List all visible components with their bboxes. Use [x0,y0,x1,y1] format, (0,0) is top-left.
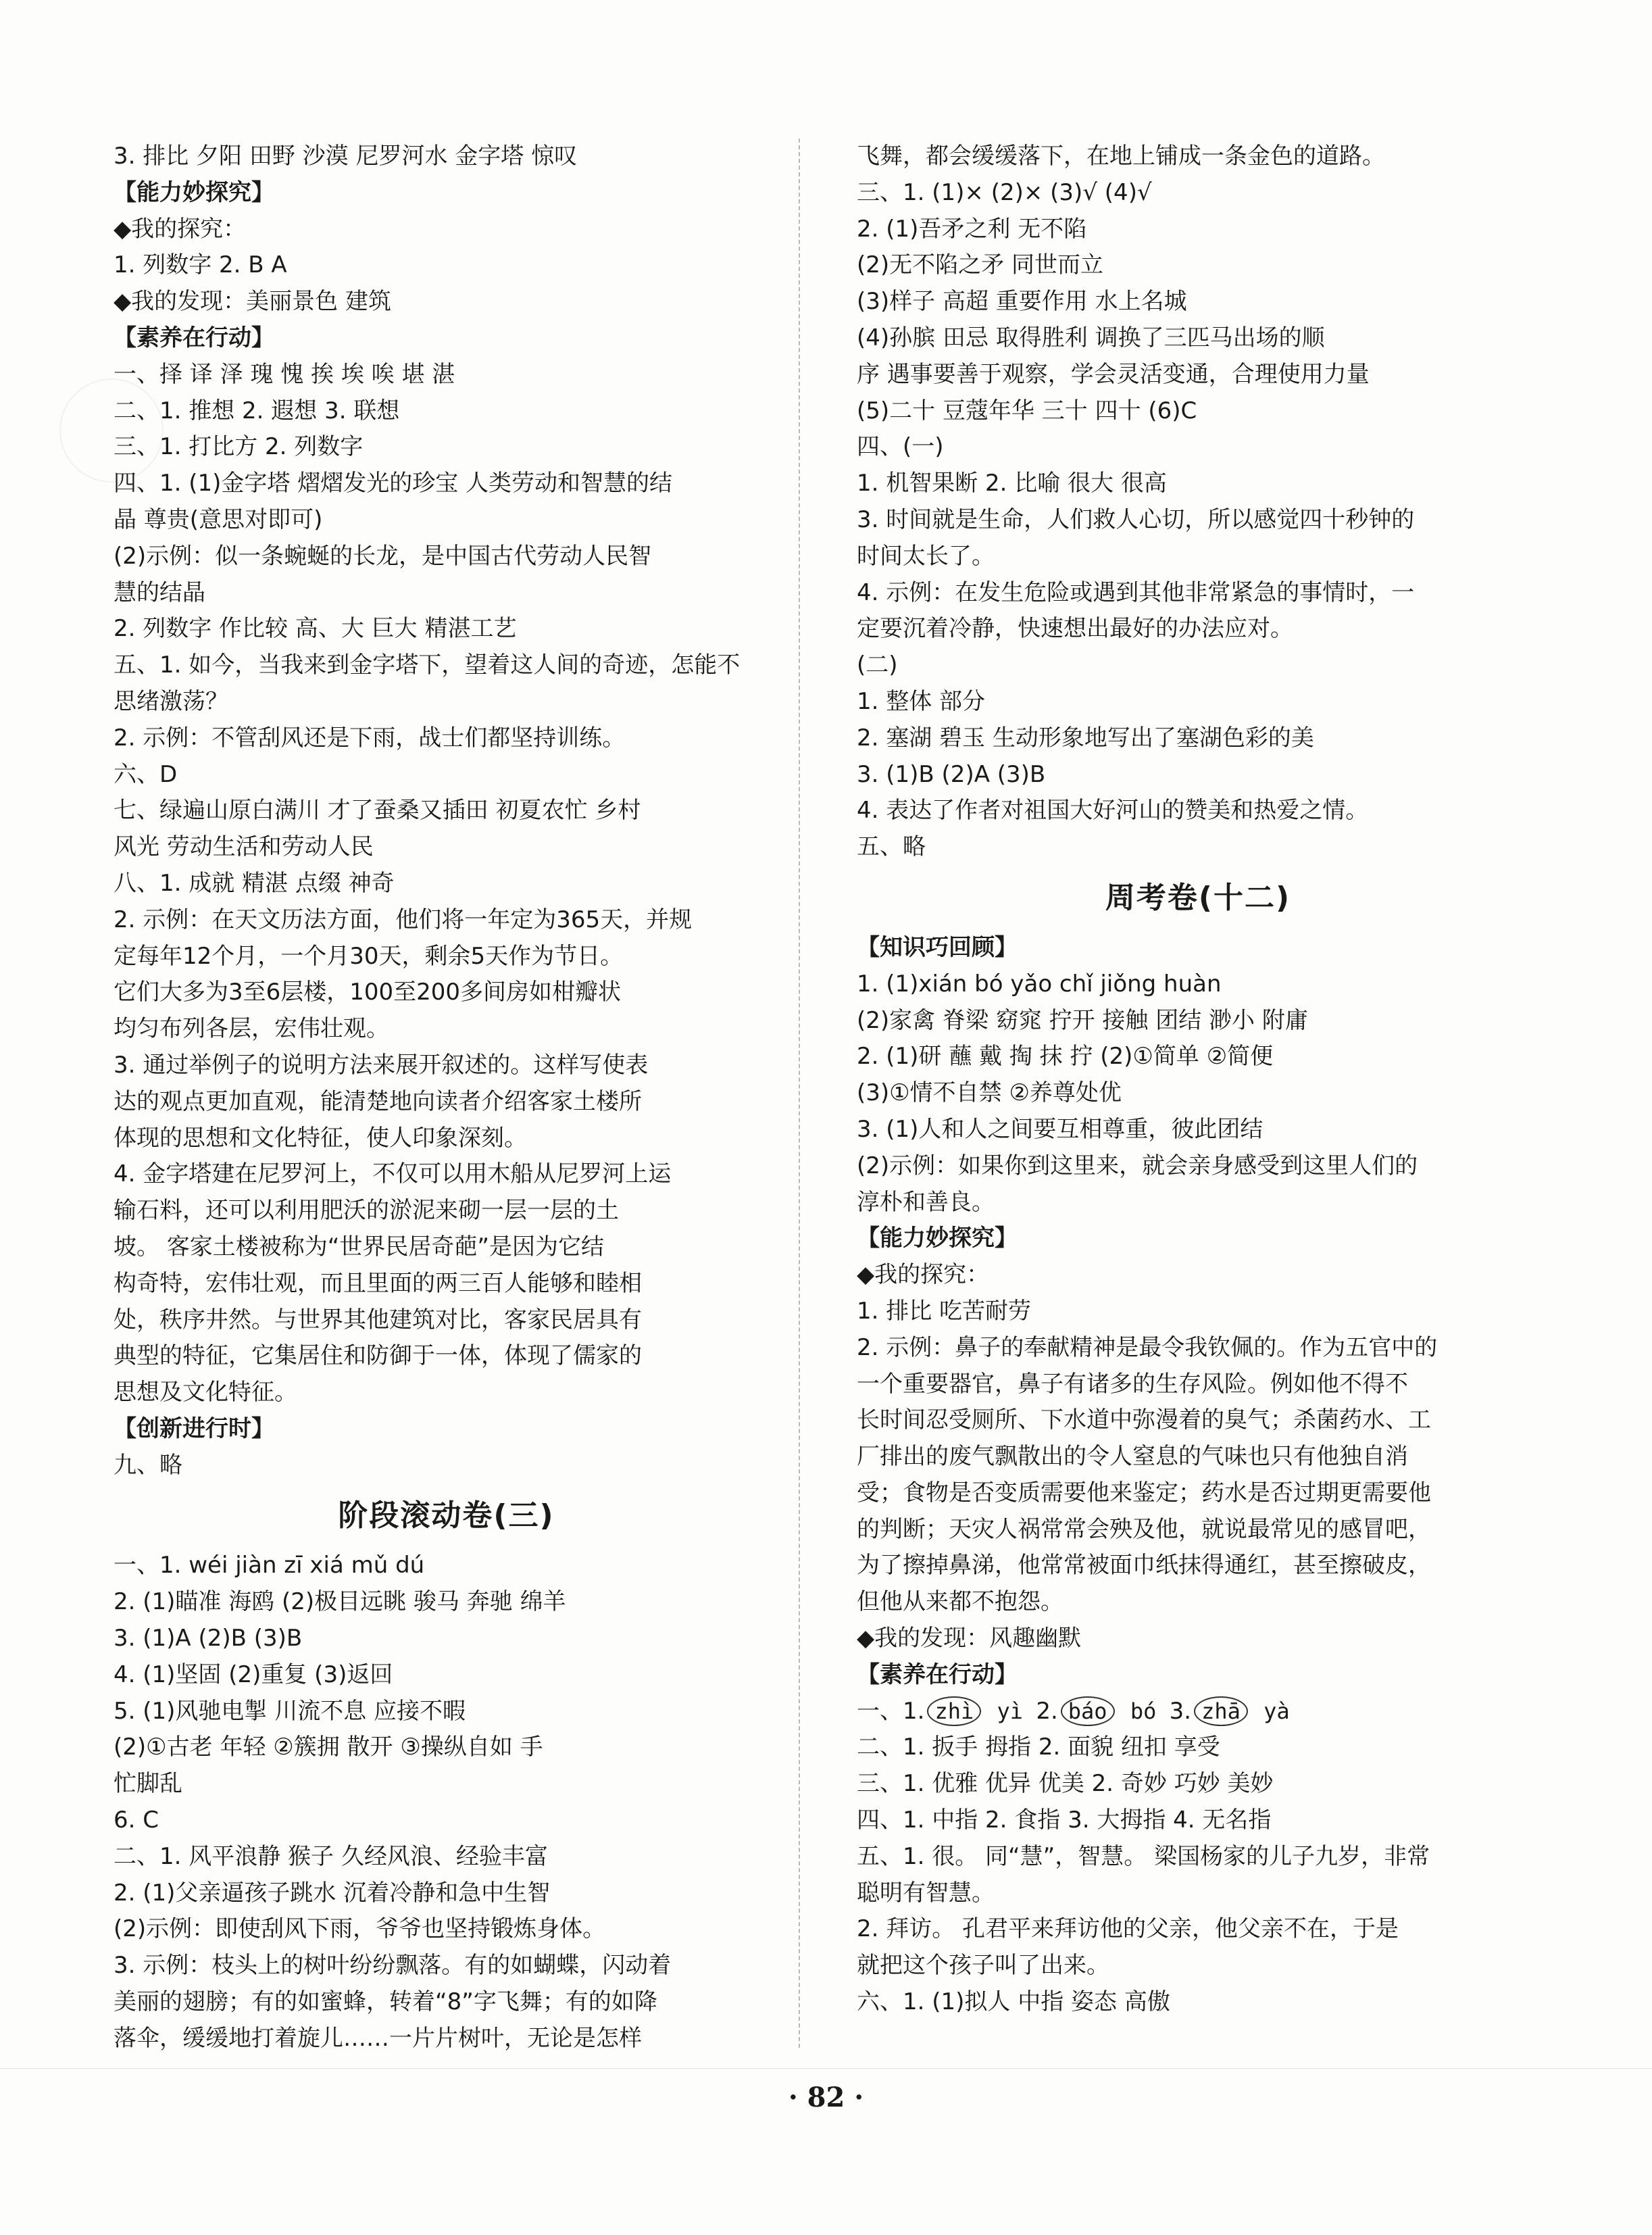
answer-line: 思想及文化特征。 [114,1379,297,1406]
answer-line: (2)示例：似一条蜿蜒的长龙，是中国古代劳动人民智 [114,542,652,570]
answer-line: 1. (1)xián bó yǎo chǐ jiǒng huàn [857,970,1222,998]
section-heading: 【素养在行动】 [114,324,274,351]
answer-line: 二、1. 风平浪静 猴子 久经风浪、经验丰富 [114,1842,548,1870]
answer-line: 2. 示例：鼻子的奉献精神是最令我钦佩的。作为五官中的 [857,1333,1438,1361]
answer-line: 风光 劳动生活和劳动人民 [114,833,374,861]
answer-line: (2)家禽 脊梁 窈窕 拧开 接触 团结 渺小 附庸 [857,1006,1308,1034]
answer-line: 就把这个孩子叫了出来。 [857,1952,1109,1980]
answer-line: (二) [857,652,898,679]
answer-line: 4. 示例：在发生危险或遇到其他非常紧急的事情时，一 [857,579,1415,606]
section-heading: 【知识巧回顾】 [857,933,1018,961]
answer-line: (5)二十 豆蔻年华 三十 四十 (6)C [857,397,1197,424]
answer-line: 落伞，缓缓地打着旋儿……一片片树叶，无论是怎样 [114,2024,642,2052]
answer-line: 的判断；天灾人祸常常会殃及他，就说最常见的感冒吧， [857,1515,1431,1543]
answer-line: 三、1. 优雅 优异 优美 2. 奇妙 巧妙 美妙 [857,1770,1274,1798]
answer-line: 五、略 [857,833,926,861]
answer-line: 坡。 客家土楼被称为“世界民居奇葩”是因为它结 [114,1233,605,1260]
page-number: · 82 · [788,2082,864,2113]
circled-pinyin: zhā [1194,1696,1248,1726]
answer-line: 1. 列数字 2. B A [114,251,287,279]
answer-line: 4. 表达了作者对祖国大好河山的赞美和热爱之情。 [857,797,1369,825]
answer-line: 聪明有智慧。 [857,1879,995,1907]
answer-line: 构奇特，宏伟壮观，而且里面的两三百人能够和睦相 [114,1269,642,1297]
answer-line: 1. 排比 吃苦耐劳 [857,1297,1032,1325]
answer-line: 6. C [114,1807,159,1834]
answer-line: 一个重要器官，鼻子有诸多的生存风险。例如他不得不 [857,1370,1408,1398]
answer-line: 体现的思想和文化特征，使人印象深刻。 [114,1124,527,1152]
answer-line: 3. (1)人和人之间要互相尊重，彼此团结 [857,1115,1263,1143]
answer-line: 一、1. wéi jiàn zī xiá mǔ dú [114,1552,425,1579]
right-column [857,139,1539,2021]
answer-line: ◆我的探究： [114,215,247,243]
answer-line: 3. 时间就是生命，人们救人心切，所以感觉四十秒钟的 [857,506,1415,533]
answer-line: 为了擦掉鼻涕，他常常被面巾纸抹得通红，甚至擦破皮， [857,1552,1431,1579]
answer-line: 三、1. 打比方 2. 列数字 [114,433,364,461]
answer-line: 3. 排比 夕阳 田野 沙漠 尼罗河水 金字塔 惊叹 [114,143,578,170]
answer-line: 忙脚乱 [114,1770,182,1798]
answer-line: 2. 列数字 作比较 高、大 巨大 精湛工艺 [114,615,517,643]
answer-line: 序 遇事要善于观察，学会灵活变通，合理使用力量 [857,360,1370,388]
answer-line: 美丽的翅膀；有的如蜜蜂，转着“8”字飞舞；有的如降 [114,1988,657,2016]
answer-line: 达的观点更加直观，能清楚地向读者介绍客家土楼所 [114,1087,642,1115]
column-divider [799,139,800,2048]
answer-line: 2. 示例：在天文历法方面，他们将一年定为365天，并规 [114,906,693,933]
item-number: 3. [1169,1697,1192,1725]
answer-line: 1. 机智果断 2. 比喻 很大 很高 [857,470,1167,497]
answer-line: (2)示例：即使刮风下雨，爷爷也坚持锻炼身体。 [114,1915,606,1943]
answer-line: 定每年12个月，一个月30天，剩余5天作为节日。 [114,942,624,970]
answer-line: 5. (1)风驰电掣 川流不息 应接不暇 [114,1697,466,1725]
answer-line: 4. 金字塔建在尼罗河上，不仅可以用木船从尼罗河上运 [114,1160,672,1188]
pinyin: yà [1250,1698,1290,1724]
answer-line: 五、1. 如今，当我来到金字塔下，望着这人间的奇迹，怎能不 [114,652,741,679]
answer-line: 七、绿遍山原白满川 才了蚕桑又插田 初夏农忙 乡村 [114,797,641,825]
answer-line: 2. (1)瞄准 海鸥 (2)极目远眺 骏马 奔驰 绵羊 [114,1588,566,1616]
answer-line: (3)样子 高超 重要作用 水上名城 [857,288,1187,316]
answer-line: 长时间忍受厕所、下水道中弥漫着的臭气；杀菌药水、工 [857,1406,1431,1434]
answer-line: 1. 整体 部分 [857,687,986,715]
answer-line: (2)示例：如果你到这里来，就会亲身感受到这里人们的 [857,1152,1418,1179]
answer-line: 晶 尊贵(意思对即可) [114,506,323,533]
answer-line: 但他从来都不抱怨。 [857,1588,1063,1616]
circled-pinyin: zhì [927,1696,981,1726]
answer-line: 慧的结晶 [114,579,205,606]
answer-line: 思绪激荡？ [114,687,228,715]
answer-line: 四、(一) [857,433,944,461]
answer-line: (2)无不陷之矛 同世而立 [857,251,1103,279]
answer-line: 定要沉着冷静，快速想出最好的办法应对。 [857,615,1293,643]
pinyin: yì [984,1698,1036,1724]
answer-line: 3. (1)B (2)A (3)B [857,760,1046,788]
item-number: 2. [1036,1697,1058,1725]
answer-line: (2)①古老 年轻 ②簇拥 散开 ③操纵自如 手 [114,1734,543,1761]
answer-line: 2. 塞湖 碧玉 生动形象地写出了塞湖色彩的美 [857,724,1314,752]
answer-line: 受；食物是否变质需要他来鉴定；药水是否过期更需要他 [857,1479,1431,1506]
answer-line: 八、1. 成就 精湛 点缀 神奇 [114,869,395,897]
answer-line: ◆我的发现：风趣幽默 [857,1625,1082,1652]
answer-line: ◆我的发现：美丽景色 建筑 [114,288,391,316]
circled-pinyin: báo [1061,1696,1115,1726]
answer-line: 它们大多为3至6层楼，100至200多间房如柑瓣状 [114,979,622,1006]
answer-line: 典型的特征，它集居住和防御于一体，体现了儒家的 [114,1342,642,1370]
answer-line: 四、1. (1)金字塔 熠熠发光的珍宝 人类劳动和智慧的结 [114,470,673,497]
answer-line: 2. 拜访。 孔君平来拜访他的父亲，他父亲不在，于是 [857,1915,1399,1943]
answer-line: 飞舞，都会缓缓落下，在地上铺成一条金色的道路。 [857,143,1385,170]
answer-line: 均匀布列各层，宏伟壮观。 [114,1015,389,1043]
section-title: 周考卷(十二) [1105,880,1291,915]
answer-line: 2. (1)吾矛之利 无不陷 [857,215,1087,243]
answer-line: 2. (1)研 蘸 戴 掏 抹 拧 (2)①简单 ②简便 [857,1043,1274,1071]
answer-line: 3. (1)A (2)B (3)B [114,1625,303,1652]
section-heading: 【能力妙探究】 [857,1225,1018,1252]
left-column [114,139,779,2057]
answer-line: 3. 通过举例子的说明方法来展开叙述的。这样写使表 [114,1051,649,1079]
answer-line: 厂排出的废气飘散出的令人窒息的气味也只有他独自消 [857,1443,1408,1471]
answer-line: 四、1. 中指 2. 食指 3. 大拇指 4. 无名指 [857,1807,1272,1834]
answer-line: 4. (1)坚固 (2)重复 (3)返回 [114,1661,393,1688]
section-heading: 【能力妙探究】 [114,178,274,206]
answer-line: 淳朴和善良。 [857,1188,995,1216]
answer-line: ◆我的探究： [857,1261,990,1289]
footer-rule [0,2068,1652,2069]
answer-line: 输石料，还可以利用肥沃的淤泥来砌一层一层的土 [114,1197,619,1225]
answer-line: 六、D [114,760,178,788]
section-heading: 【创新进行时】 [114,1415,274,1442]
answer-line: 时间太长了。 [857,542,995,570]
answer-line: 2. 示例：不管刮风还是下雨，战士们都坚持训练。 [114,724,626,752]
item-number: 1. [903,1697,925,1725]
pinyin: bó [1117,1698,1170,1724]
answer-line: 五、1. 很。 同“慧”，智慧。 梁国杨家的儿子九岁，非常 [857,1842,1430,1870]
answer-line: 二、1. 推想 2. 遐想 3. 联想 [114,397,400,424]
answer-line: 2. (1)父亲逼孩子跳水 沉着冷静和急中生智 [114,1879,551,1907]
answer-line: (4)孙膑 田忌 取得胜利 调换了三匹马出场的顺 [857,324,1325,351]
answer-line: 一、择 译 泽 瑰 愧 挨 埃 唉 堪 湛 [114,360,455,388]
answer-line: 3. 示例：枝头上的树叶纷纷飘落。有的如蝴蝶，闪动着 [114,1952,672,1980]
circled-pinyin-line: 一、1. zhì yì 2. báo bó 3. zhā yà [857,1697,1290,1725]
answer-line: 九、略 [114,1451,182,1479]
section-heading: 【素养在行动】 [857,1661,1018,1688]
answer-line: 二、1. 扳手 拇指 2. 面貌 纽扣 享受 [857,1734,1220,1761]
section-title: 阶段滚动卷(三) [338,1498,555,1533]
answer-line: 处，秩序井然。与世界其他建筑对比，客家民居具有 [114,1306,642,1333]
answer-line: 三、1. (1)× (2)× (3)√ (4)√ [857,178,1152,206]
answer-line: 六、1. (1)拟人 中指 姿态 高傲 [857,1988,1170,2016]
answer-line: (3)①情不自禁 ②养尊处优 [857,1079,1122,1107]
